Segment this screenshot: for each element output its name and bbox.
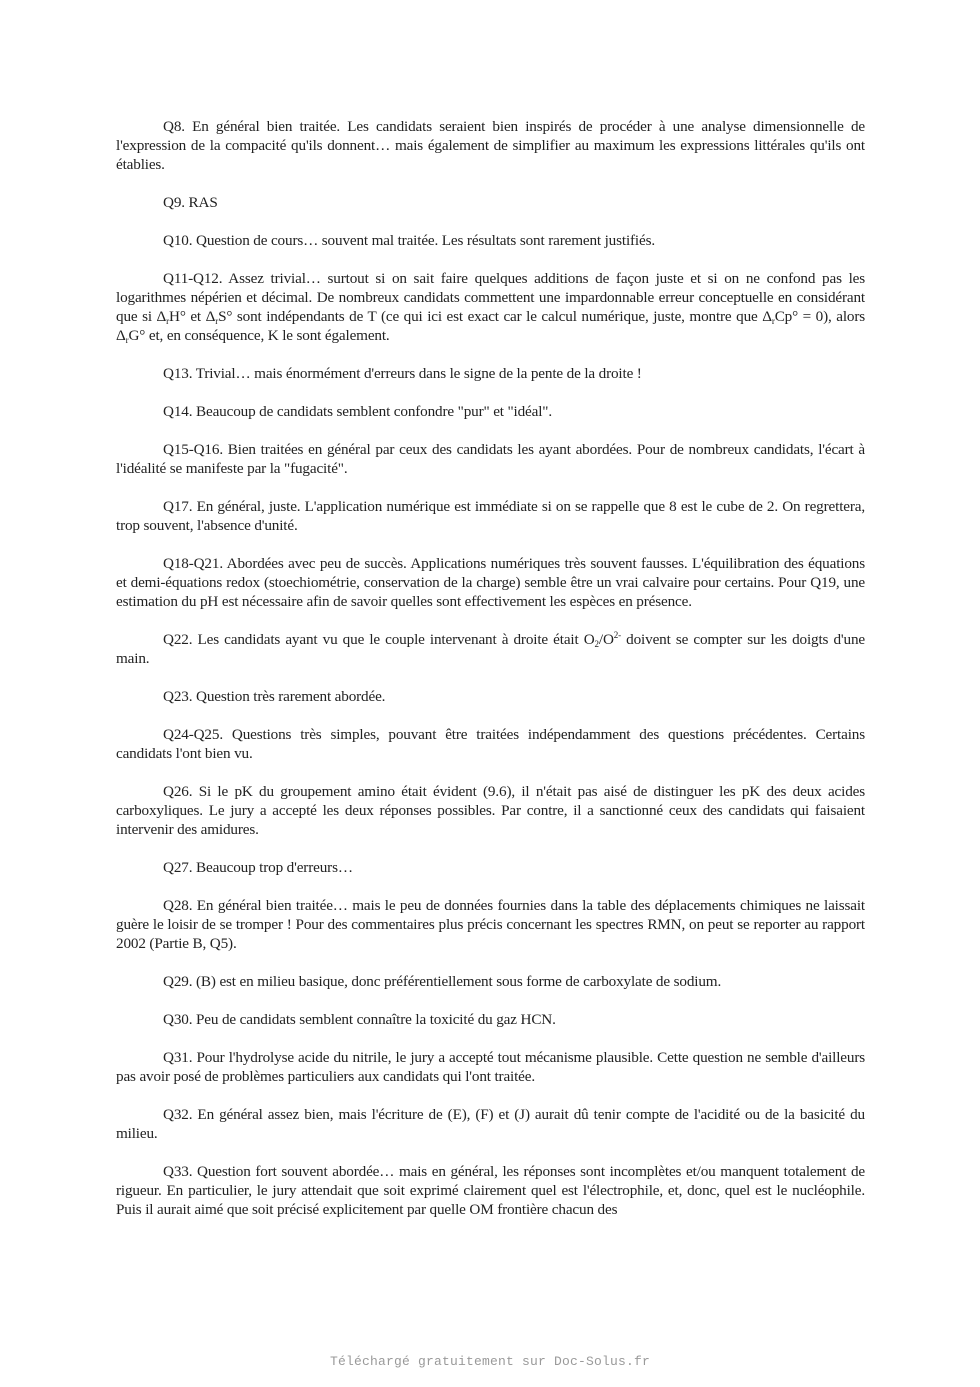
text-segment: Q24-Q25. Questions très simples, pouvant être traitées indépendamment des questions précédentes. Certains candidats l'ont bien vu. bbox=[116, 726, 865, 762]
paragraph-q17 bbox=[116, 497, 865, 535]
paragraph-q24-q25 bbox=[116, 725, 865, 763]
text-segment: Q13. Trivial… mais énormément d'erreurs dans le signe de la pente de la droite ! bbox=[163, 365, 642, 382]
text-segment: Q31. Pour l'hydrolyse acide du nitrile, le jury a accepté tout mécanisme plausible. Cette question ne semble d'ailleurs pas avoir posé de problèmes particuliers aux candidats qui l'ont traitée. bbox=[116, 1049, 865, 1085]
subscript: r bbox=[215, 316, 219, 326]
text-segment: Q28. En général bien traitée… mais le peu de données fournies dans la table des déplacements chimiques ne laissait guère le loisir de se tromper ! Pour des commentaires plus précis concernant les spectres RMN, on peut se reporter au rapport 2002 (Partie B, Q5). bbox=[116, 897, 865, 952]
paragraph-q26 bbox=[116, 782, 865, 839]
paragraph-q30 bbox=[116, 1010, 865, 1029]
paragraph-q27 bbox=[116, 858, 865, 877]
paragraph-q11-q12 bbox=[116, 269, 865, 345]
subscript: r bbox=[125, 335, 129, 345]
superscript: 2- bbox=[613, 630, 621, 640]
text-segment: /O bbox=[598, 631, 614, 648]
document-body bbox=[116, 117, 865, 1238]
paragraph-q14 bbox=[116, 402, 865, 421]
text-segment: G° et, en conséquence, K le sont également. bbox=[128, 327, 390, 344]
paragraph-q13 bbox=[116, 364, 865, 383]
paragraph-q31 bbox=[116, 1048, 865, 1086]
subscript: r bbox=[771, 316, 775, 326]
text-segment: H° et Δ bbox=[169, 308, 216, 325]
text-segment: S° sont indépendants de T (ce qui ici est exact car le calcul numérique, juste, montre que Δ bbox=[218, 308, 772, 325]
paragraph-q10 bbox=[116, 231, 865, 250]
text-segment: Q17. En général, juste. L'application numérique est immédiate si on se rappelle que 8 est le cube de 2. On regrettera, trop souvent, l'absence d'unité. bbox=[116, 498, 865, 534]
paragraph-q23 bbox=[116, 687, 865, 706]
paragraph-q29 bbox=[116, 972, 865, 991]
text-segment: Q27. Beaucoup trop d'erreurs… bbox=[163, 859, 353, 876]
text-segment: Q18-Q21. Abordées avec peu de succès. Applications numériques très souvent fausses. L'équilibration des équations et demi-équations redox (stoechiométrie, conservation de la charge) semble être un vrai calvaire pour certains. Pour Q19, une estimation du pH est nécessaire afin de savoir quelles sont effectivement les espèces en présence. bbox=[116, 555, 865, 610]
text-segment: doivent se compter sur les doigts d'une main. bbox=[116, 631, 865, 667]
subscript: 2 bbox=[594, 639, 599, 649]
text-segment: Q23. Question très rarement abordée. bbox=[163, 688, 386, 705]
text-segment: Cp° = 0), alors Δ bbox=[116, 308, 866, 344]
text-segment: Q33. Question fort souvent abordée… mais en général, les réponses sont incomplètes et/ou manquent totalement de rigueur. En particulier, le jury attendait que soit exprimé clairement quel est l'électrophile, et, donc, quel est le nucléophile. Puis il aurait aimé que soit précisé explicitement par quelle OM frontière chacun des bbox=[116, 1163, 865, 1218]
paragraph-q32 bbox=[116, 1105, 865, 1143]
paragraph-q18-q21 bbox=[116, 554, 865, 611]
text-segment: Q22. Les candidats ayant vu que le couple intervenant à droite était O bbox=[163, 631, 595, 648]
text-segment: Q9. RAS bbox=[163, 194, 218, 211]
text-segment: Q10. Question de cours… souvent mal traitée. Les résultats sont rarement justifiés. bbox=[163, 232, 655, 249]
paragraph-q9 bbox=[116, 193, 865, 212]
text-segment: Q26. Si le pK du groupement amino était évident (9.6), il n'était pas aisé de distinguer les pK des deux acides carboxyliques. Le jury a accepté les deux réponses possibles. Par contre, il a sanctionné ceux des candidats qui faisaient intervenir des amidures. bbox=[116, 783, 865, 838]
paragraph-q22 bbox=[116, 630, 865, 668]
text-segment: Q8. En général bien traitée. Les candidats seraient bien inspirés de procéder à une analyse dimensionnelle de l'expression de la compacité qu'ils donnent… mais également de simplifier au maximum les expressions littérales qu'ils ont établies. bbox=[116, 118, 865, 173]
paragraph-q8 bbox=[116, 117, 865, 174]
paragraph-q33 bbox=[116, 1162, 865, 1219]
text-segment: Q32. En général assez bien, mais l'écriture de (E), (F) et (J) aurait dû tenir compte de l'acidité ou de la basicité du milieu. bbox=[116, 1106, 865, 1142]
text-segment: Q29. (B) est en milieu basique, donc préférentiellement sous forme de carboxylate de sodium. bbox=[163, 973, 722, 990]
text-segment: Q14. Beaucoup de candidats semblent confondre "pur" et "idéal". bbox=[163, 403, 553, 420]
text-segment: Q11-Q12. Assez trivial… surtout si on sait faire quelques additions de façon juste et si on ne confond pas les logarithmes népérien et décimal. De nombreux candidats commettent une impardonnable erreur conceptuelle en considérant que si Δ bbox=[116, 270, 865, 325]
text-segment: Q30. Peu de candidats semblent connaître la toxicité du gaz HCN. bbox=[163, 1011, 556, 1028]
subscript: r bbox=[166, 316, 169, 326]
download-footer: Téléchargé gratuitement sur Doc-Solus.fr bbox=[329, 1354, 651, 1369]
paragraph-q15-q16 bbox=[116, 440, 865, 478]
text-segment: Q15-Q16. Bien traitées en général par ceux des candidats les ayant abordées. Pour de nombreux candidats, l'écart à l'idéalité se manifeste par la "fugacité". bbox=[116, 441, 865, 477]
paragraph-q28 bbox=[116, 896, 865, 953]
